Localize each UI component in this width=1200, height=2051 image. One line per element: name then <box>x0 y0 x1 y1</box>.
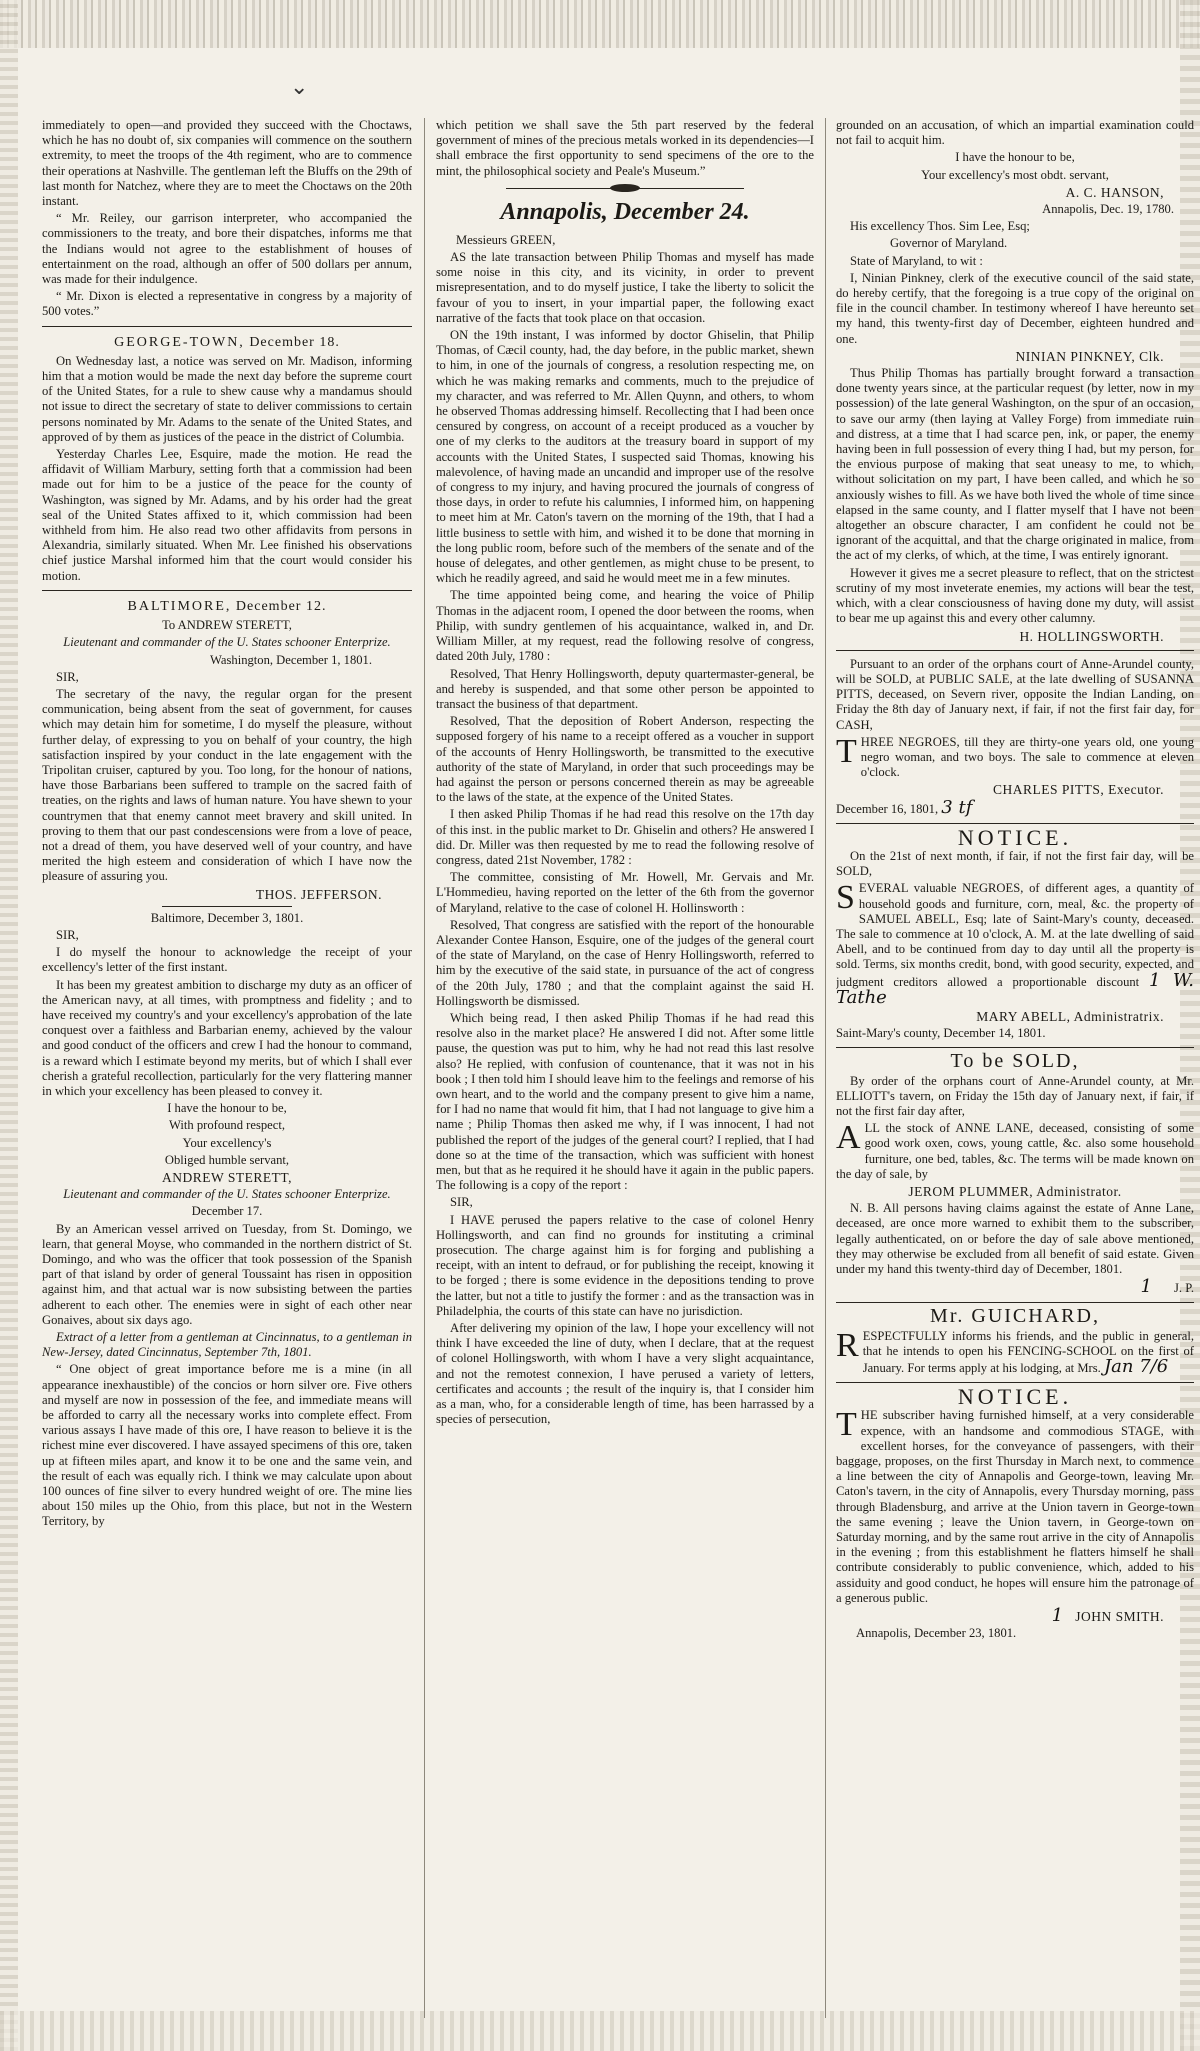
signature-title: Lieutenant and commander of the U. States schooner Enterprize. <box>63 1187 391 1202</box>
dateline-date: December 12. <box>235 598 327 614</box>
divider <box>42 590 412 591</box>
handwritten-note: 1 W. Tathe <box>836 969 1194 1008</box>
salutation: Messieurs GREEN, <box>456 232 556 247</box>
paragraph: “ Mr. Reiley, our garrison interpreter, who accompanied the commissioners to the treaty, and bore their dispatches, informs me that the Indians would not agree to the establishment of houses of entertainment on the road, although an offer of 500 dollars per annum, was made for their indulgence. <box>42 211 412 287</box>
signature-plummer: JEROM PLUMMER, Administrator. <box>908 1184 1122 1199</box>
paragraph: which petition we shall save the 5th part reserved by the federal government of mines of the precious metals worked in its dependencies—I shall embrace the first opportunity to send specimens of the ore to the mint, the philosophical society and Peale's Museum.” <box>436 118 814 178</box>
paragraph: The time appointed being come, and hearing the voice of Philip Thomas in the adjacent room, I opened the door between the rooms, when Philip, with sundry gentlemen of his acquaintance, walked in, and Dr. William Miller, at my request, read the following resolve of congress, dated 20th July, 1780 : <box>436 588 814 664</box>
ad-text: ESPECTFULLY informs his friends, and the public in general, that he intends to open his FENCING-SCHOOL on the first of January. For terms apply at his lodging, at Mrs. <box>862 1328 1194 1376</box>
paragraph: I HAVE perused the papers relative to the case of colonel Henry Hollingsworth, and can find no grounds for instituting a criminal prosecution. The charge against him is for forging and publishing a receipt, with an intent to defraud, or for publishing the receipt, knowing it to be forged ; there is some evidence in the depositions tending to prove the latter, but not a title to justify the former : and as the transaction was in Philadelphia, the courts of this state can have no jurisdiction. <box>436 1212 814 1318</box>
handwritten-note: 3 tf <box>941 796 973 818</box>
signature-abell: MARY ABELL, Administratrix. <box>976 1008 1164 1024</box>
dateline-date: December 18. <box>249 334 340 350</box>
scan-edge-left <box>0 0 18 2051</box>
drop-cap: R <box>836 1326 859 1364</box>
column-rule <box>825 118 826 2018</box>
paragraph: I do myself the honour to acknowledge the receipt of your excellency's letter of the first instant. <box>42 945 412 975</box>
drop-cap: T <box>836 732 857 770</box>
ad-paragraph: Pursuant to an order of the orphans court of Anne-Arundel county, will be SOLD, at PUBLIC SALE, at the late dwelling of SUSANNA PITTS, deceased, on Severn river, opposite the Indian Landing, on Friday the 8th day of January next, if fair, if not the first fair day, for CASH, <box>836 656 1194 732</box>
paragraph: I, Ninian Pinkney, clerk of the executive council of the said state, do hereby certify, that the foregoing is a true copy of the original on file in the council chamber. In testimony whereof I have hereunto set my hand, this twenty-first day of December, eighteen hundred and one. <box>836 270 1194 346</box>
divider <box>836 823 1194 824</box>
paragraph: By an American vessel arrived on Tuesday, from St. Domingo, we learn, that general Moyse, who commanded in the northern district of St. Domingo, and who was the officer that took possession of the Spanish part of that island by order of general Toussaint has risen in opposition against him, and that actual war is now subsisting between the parties adherent to each other. The enemies were in sight of each other near Gonaives, about six days ago. <box>42 1221 412 1327</box>
ad-paragraph: On the 21st of next month, if fair, if not the first fair day, will be SOLD, <box>836 848 1194 879</box>
ad-footer <box>836 1276 1194 1298</box>
paragraph: However it gives me a secret pleasure to reflect, that on the strictest scrutiny of my most inveterate enemies, my actions will bear the test, which, with a clear consciousness of having done my duty, will assist to bear me up against this and every other calumny. <box>836 565 1194 626</box>
letter-date: Annapolis, Dec. 19, 1780. <box>1042 202 1174 217</box>
drop-cap: T <box>836 1406 857 1444</box>
columns <box>42 118 1200 2023</box>
closing-line: Obliged humble servant, <box>164 1152 290 1167</box>
paragraph: On Wednesday last, a notice was served on Mr. Madison, informing him that a motion would be made the next day before the supreme court of the United States, for a rule to shew cause why a mandamus should not issue to direct the secretary of state to deliver commissions to certain persons nominated by Mr. Adams to the senate of the United States, and approved of by them as justices of the peace in the district of Columbia. <box>42 353 412 444</box>
paragraph: grounded on an accusation, of which an impartial examination could not fail to acquit him. <box>836 118 1194 148</box>
ad-text: HREE NEGROES, till they are thirty-one years old, one young negro woman, and two boys. The sale to commence at eleven o'clock. <box>860 734 1194 780</box>
salutation: SIR, <box>450 1195 473 1210</box>
address-line: His excellency Thos. Sim Lee, Esq; <box>850 219 1030 234</box>
ad-date: Saint-Mary's county, December 14, 1801. <box>836 1026 1046 1041</box>
handwritten-note: Jan 7/6 <box>1103 1356 1169 1378</box>
paragraph: immediately to open—and provided they succeed with the Choctaws, which he has no doubt of, six companies will commence on the southern extremity, to meet the troops of the 4th regiment, who are to commence their operations at Nashville. The gentleman left the Bluffs on the 29th of last month for Natchez, where they are to meet the Choctaws on the 20th instant. <box>42 118 412 209</box>
drop-cap: A <box>836 1119 861 1157</box>
handwritten-note: 1 <box>1140 1276 1152 1298</box>
paragraph: Which being read, I then asked Philip Thomas if he had read this resolve also in the market place? He answered I did not. After some little pause, the question was put to him, why he had not read this last resolve also? He replied, with confusion of countenance, that it was not in his book ; I then told him I should leave him to the feelings and remorse of his own heart, and to the world and the company present to give him a name, for I had no name that would fit him, that I had not language to give him a name ; Philip Thomas then asked me why, if I was innocent, I had not published the report of the judges of the general court? I replied, that I had done so at the time of the transaction, which was sufficient with honest men, but that as he required it he should have it again in the public papers. The following is a copy of the report : <box>436 1010 814 1193</box>
divider <box>162 906 292 907</box>
closing-line: I have the honour to be, <box>955 150 1075 165</box>
resolution: Resolved, That the deposition of Robert Anderson, respecting the supposed forgery of his name to a receipt offered as a voucher in support of the accounts of Henry Hollingsworth, be transmitted to the executive authority of the state of Maryland, in order that such proceedings may be had against the person or persons concerned therein as may be agreeable to the laws of the state, at the expence of the United States. <box>436 714 814 805</box>
sale-heading: To be SOLD, <box>950 1050 1080 1073</box>
paragraph: AS the late transaction between Philip Thomas and myself has made some noise in this city, and its vicinity, in order to prevent misrepresentation, and to do myself justice, I take the liberty to solicit the favour of you to insert, in your impartial paper, the following exact narrative of the facts that took place on that occasion. <box>436 250 814 325</box>
notice-heading: NOTICE. <box>957 1384 1073 1410</box>
annapolis-heading: Annapolis, December 24. <box>500 198 750 225</box>
ad-paragraph <box>836 1408 1194 1606</box>
divider <box>836 650 1194 651</box>
handwritten-note: 1 <box>1051 1605 1064 1627</box>
column-2 <box>436 118 814 2023</box>
dateline-place: BALTIMORE, <box>127 598 232 614</box>
address-line: State of Maryland, to wit : <box>850 253 983 268</box>
dateline-georgetown <box>42 335 412 350</box>
ad-date-text: December 16, 1801, <box>836 801 939 816</box>
paragraph: “ Mr. Dixon is elected a representative in congress by a majority of 500 votes.” <box>42 289 412 319</box>
letter-recipient: To ANDREW STERETT, <box>162 618 292 633</box>
paragraph: The committee, consisting of Mr. Howell, Mr. Gervais and Mr. L'Hommedieu, having reported on the letter of the 6th from the governor of Maryland, relative to the case of colonel H. Hollinsworth : <box>436 870 814 915</box>
paragraph: “ One object of great importance before me is a mine (in all appearance inexhaustible) of the concios or horn silver ore. Five others and myself are now in possession of the fee, and immediate means will be afforded to carry all the necessary works into complete effect. From various assays I have made of this ore, I have reason to believe it is the richest mine ever discovered. I have assayed specimens of this ore, taken up at fifteen miles apart, and know it to be one and the same vein, and the result of each was equally rich. I think we may calculate upon about 100 ounces of fine silver to every hundred weight of ore. The mine lies about 150 miles up the Ohio, from this place, but not in the Western Territory, by <box>42 1362 412 1529</box>
notice-heading: NOTICE. <box>957 824 1073 850</box>
salutation: SIR, <box>56 669 79 684</box>
ad-paragraph <box>836 881 1194 1007</box>
paragraph: Yesterday Charles Lee, Esquire, made the motion. He read the affidavit of William Marbury, setting forth that a commission had been made out for him to be a justice of the peace for the county of Washington, was signed by Mr. Adams, and by his order had the great seal of the United States affixed to it, which commission had been withheld from him. He also read two other affidavits from persons in Alexandria, similarly situated. When Mr. Lee finished his observations chief justice Marshal informed him that the court would consider his motion. <box>42 447 412 583</box>
signature-smith <box>836 1605 1164 1627</box>
dateline-baltimore <box>42 599 412 614</box>
ad-date: Annapolis, December 23, 1801. <box>856 1626 1017 1641</box>
signature-pinkney: NINIAN PINKNEY, Clk. <box>1015 348 1164 364</box>
signature-jefferson: THOS. JEFFERSON. <box>255 886 382 902</box>
address-line: Governor of Maryland. <box>890 236 1008 251</box>
divider <box>836 1302 1194 1303</box>
salutation: SIR, <box>56 927 79 942</box>
guichard-heading: Mr. GUICHARD, <box>930 1305 1100 1328</box>
resolution: Resolved, That Henry Hollingsworth, deputy quartermaster-general, be and hereby is suspended, and that some other person be appointed to transact the business of that department. <box>436 666 814 711</box>
ad-text: EVERAL valuable NEGROES, of different ages, a quantity of household goods and furniture, corn, meal, &c. the property of SAMUEL ABELL, Esq; late of Saint-Mary's county, deceased. The sale to commence at 10 o'clock, A. M. at the late dwelling of said Abell, and to be continued from day to day until all the property is sold. Terms, six months credit, bond, with good security, expected, and judgment creditors allowed a proportionable discount <box>836 881 1194 989</box>
ad-paragraph <box>836 1121 1194 1182</box>
ad-text: HE subscriber having furnished himself, at a very considerable expence, with an handsome and commodious STAGE, with excellent horses, for the conveyance of passengers, with their baggage, proposes, on the first Thursday in March next, to commence a line between the city of Annapolis and George-town, leaving Mr. Caton's tavern, in the city of Annapolis, every Thursday morning, pass through Bladensburg, and arrive at the Union tavern in George-town the same evening ; leave the Union tavern, in George-town on Saturday morning, and by the same rout arrive in the city of Annapolis in the evening ; from this establishment he flatters himself he shall contribute considerably to public convenience, which, added to his assiduity and good conduct, he hopes will ensure him the patronage of a generous public. <box>836 1408 1194 1605</box>
column-3 <box>836 118 1194 2023</box>
signature-name: JOHN SMITH. <box>1075 1609 1164 1625</box>
ornamental-divider <box>436 183 814 193</box>
closing-line: With profound respect, <box>169 1118 285 1133</box>
paragraph: ON the 19th instant, I was informed by doctor Ghiselin, that Philip Thomas, of Cæcil county, had, the day before, in the public market, shewn to him, in one of the journals of congress, a resolution respecting me, on which he was making remarks and comments, much to the prejudice of my character, and was referred to Mr. Allen Quynn, and others, to whom he observed Thomas addressing himself. Recollecting that I had been once censured by congress, on account of a receipt produced as a voucher by one of my clerks to the auditors at the treasury board in support of my accounts with the United States, I suspected said Thomas, knowing his malevolence, of having made an uncandid and improper use of the resolve of congress to my injury, and having procured the journals of congress of those days, in order to refute his calumnies, I informed him, on happening to meet him at Mr. Caton's tavern on the morning of the 19th, that I had a little business to settle with him, and wished it to be done that morning in the long public room, before such of the members of the senate and of the house of delegates, and other gentlemen, as might chuse to be present, to which he readily agreed, and said he would meet me in a few minutes. <box>436 328 814 586</box>
drop-cap: S <box>836 879 855 917</box>
paragraph: I then asked Philip Thomas if he had read this resolve on the 17th day of this inst. in the public market to Dr. Ghiselin and others? He answered I did. Dr. Miller was then requested by me to read the following resolve of congress, dated 21st November, 1782 : <box>436 807 814 867</box>
divider <box>836 1382 1194 1383</box>
signature-pitts: CHARLES PITTS, Executor. <box>993 782 1164 798</box>
scan-edge-top <box>0 0 1200 48</box>
divider <box>42 326 412 327</box>
letter-date: Baltimore, December 3, 1801. <box>150 910 304 925</box>
ad-text: LL the stock of ANNE LANE, deceased, consisting of some good work oxen, cows, young cattle, &c. also some household furniture, one bed, tables, &c. The terms will be made known on the day of sale, by <box>836 1121 1194 1181</box>
signature-hanson: A. C. HANSON, <box>1065 184 1164 200</box>
signature-hollingsworth: H. HOLLINGSWORTH. <box>1019 628 1164 644</box>
signature-sterett: ANDREW STERETT, <box>162 1170 292 1185</box>
closing-line: I have the honour to be, <box>167 1101 287 1116</box>
stray-mark: ⌄ <box>290 74 309 99</box>
closing-line: Your excellency's most obdt. servant, <box>921 167 1109 182</box>
paragraph: After delivering my opinion of the law, I hope your excellency will not think I have exceeded the line of duty, when I declare, that at the request of colonel Hollingsworth, with whom I have a very slight acquaintance, and not the remotest connexion, I have perused a variety of letters, certificates and accounts ; the result of the inquiry is, that I consider him as a man, who, for a considerable length of time, has been harrassed by a species of persecution, <box>436 1321 814 1427</box>
column-rule <box>424 118 425 2018</box>
paragraph: The secretary of the navy, the regular organ for the present communication, being absent from the seat of government, for causes which may detain him for sometime, I do myself the pleasure, without further delay, of expressing to you on behalf of your country, the high satisfaction inspired by your conduct in the late engagement with the Tripolitan cruiser, captured by you. Too long, for the honour of nations, have those Barbarians been suffered to trample on the sacred faith of treaties, on the rights and laws of human nature. You have shewn to your countrymen that that enemy cannot meet bravery and skill united. In proving to them that our past condescensions were from a love of peace, not a dread of them, you have deserved well of your country, and have merited the high esteem and consideration of which I have now the pleasure of assuring you. <box>42 686 412 884</box>
extract-heading: Extract of a letter from a gentleman at Cincinnatus, to a gentleman in New-Jersey, dated Cincinnatus, September 7th, 1801. <box>42 1330 412 1360</box>
ad-date <box>836 796 1194 818</box>
dateline-place: GEORGE-TOWN, <box>114 334 245 350</box>
ad-paragraph <box>836 1326 1194 1378</box>
letter-recipient-title: Lieutenant and commander of the U. States schooner Enterprize. <box>63 635 391 650</box>
ad-paragraph: By order of the orphans court of Anne-Arundel county, at Mr. ELLIOTT's tavern, on Friday the 15th day of January next, if fair, if not the first fair day after, <box>836 1073 1194 1118</box>
ad-paragraph <box>836 732 1194 781</box>
resolution: Resolved, That congress are satisfied with the report of the honourable Alexander Contee Hanson, Esquire, one of the judges of the general court of the state of Maryland, on the case of Henry Hollingsworth, referred to him by the executive of the said state, in pursuance of the act of congress of the 20th July, 1780 ; and that the complaint against the said H. Hollingsworth be dismissed. <box>436 917 814 1008</box>
divider <box>836 1047 1194 1048</box>
column-1 <box>42 118 412 2023</box>
closing-line: Your excellency's <box>182 1135 272 1150</box>
dateline-date: December 17. <box>191 1204 263 1219</box>
ad-paragraph: N. B. All persons having claims against the estate of Anne Lane, deceased, are once more warned to exhibit them to the subscriber, legally authenticated, on or before the day of sale above mentioned, they may otherwise be excluded from all benefit of said estate. Given under my hand this twenty-third day of December, 1801. <box>836 1201 1194 1277</box>
paragraph: Thus Philip Thomas has partially brought forward a transaction done twenty years since, at the particular request (by letter, now in my possession) of the late general Washington, on the spur of an occasion, to save our army (then laying at Valley Forge) from immediate ruin and distress, at a time that I had scarce pen, ink, or paper, the enemy having been in full possession of every thing I had, but my person, for the envious purpose of making that seat uneasy to me, to which, without solicitation on my part, I have been called, and which he so anxiously wishes to fill. As we have both lived the whole of time since elapsed in the same county, and I flatter myself that I have not been altogether an obscure character, I am confident he could not be ignorant of the acquittal, and that the charge originated in malice, from the act of my clerks, of which, at the time, I was entirely ignorant. <box>836 366 1194 563</box>
letter-date: Washington, December 1, 1801. <box>210 652 372 667</box>
paragraph: It has been my greatest ambition to discharge my duty as an officer of the American navy, at all times, with promptness and fidelity ; and to have received my country's and your excellency's approbation of the late conquest over a faithless and Barbarian enemy, achieved by the valour and good conduct of the officers and crew I had the honour to command, is a reward which I estimate beyond my merits, but of which I shall ever cherish a grateful recollection, particularly for the very flattering manner in which your excellency has been pleased to convey it. <box>42 977 412 1098</box>
jp-mark: J. P. <box>1174 1281 1194 1296</box>
